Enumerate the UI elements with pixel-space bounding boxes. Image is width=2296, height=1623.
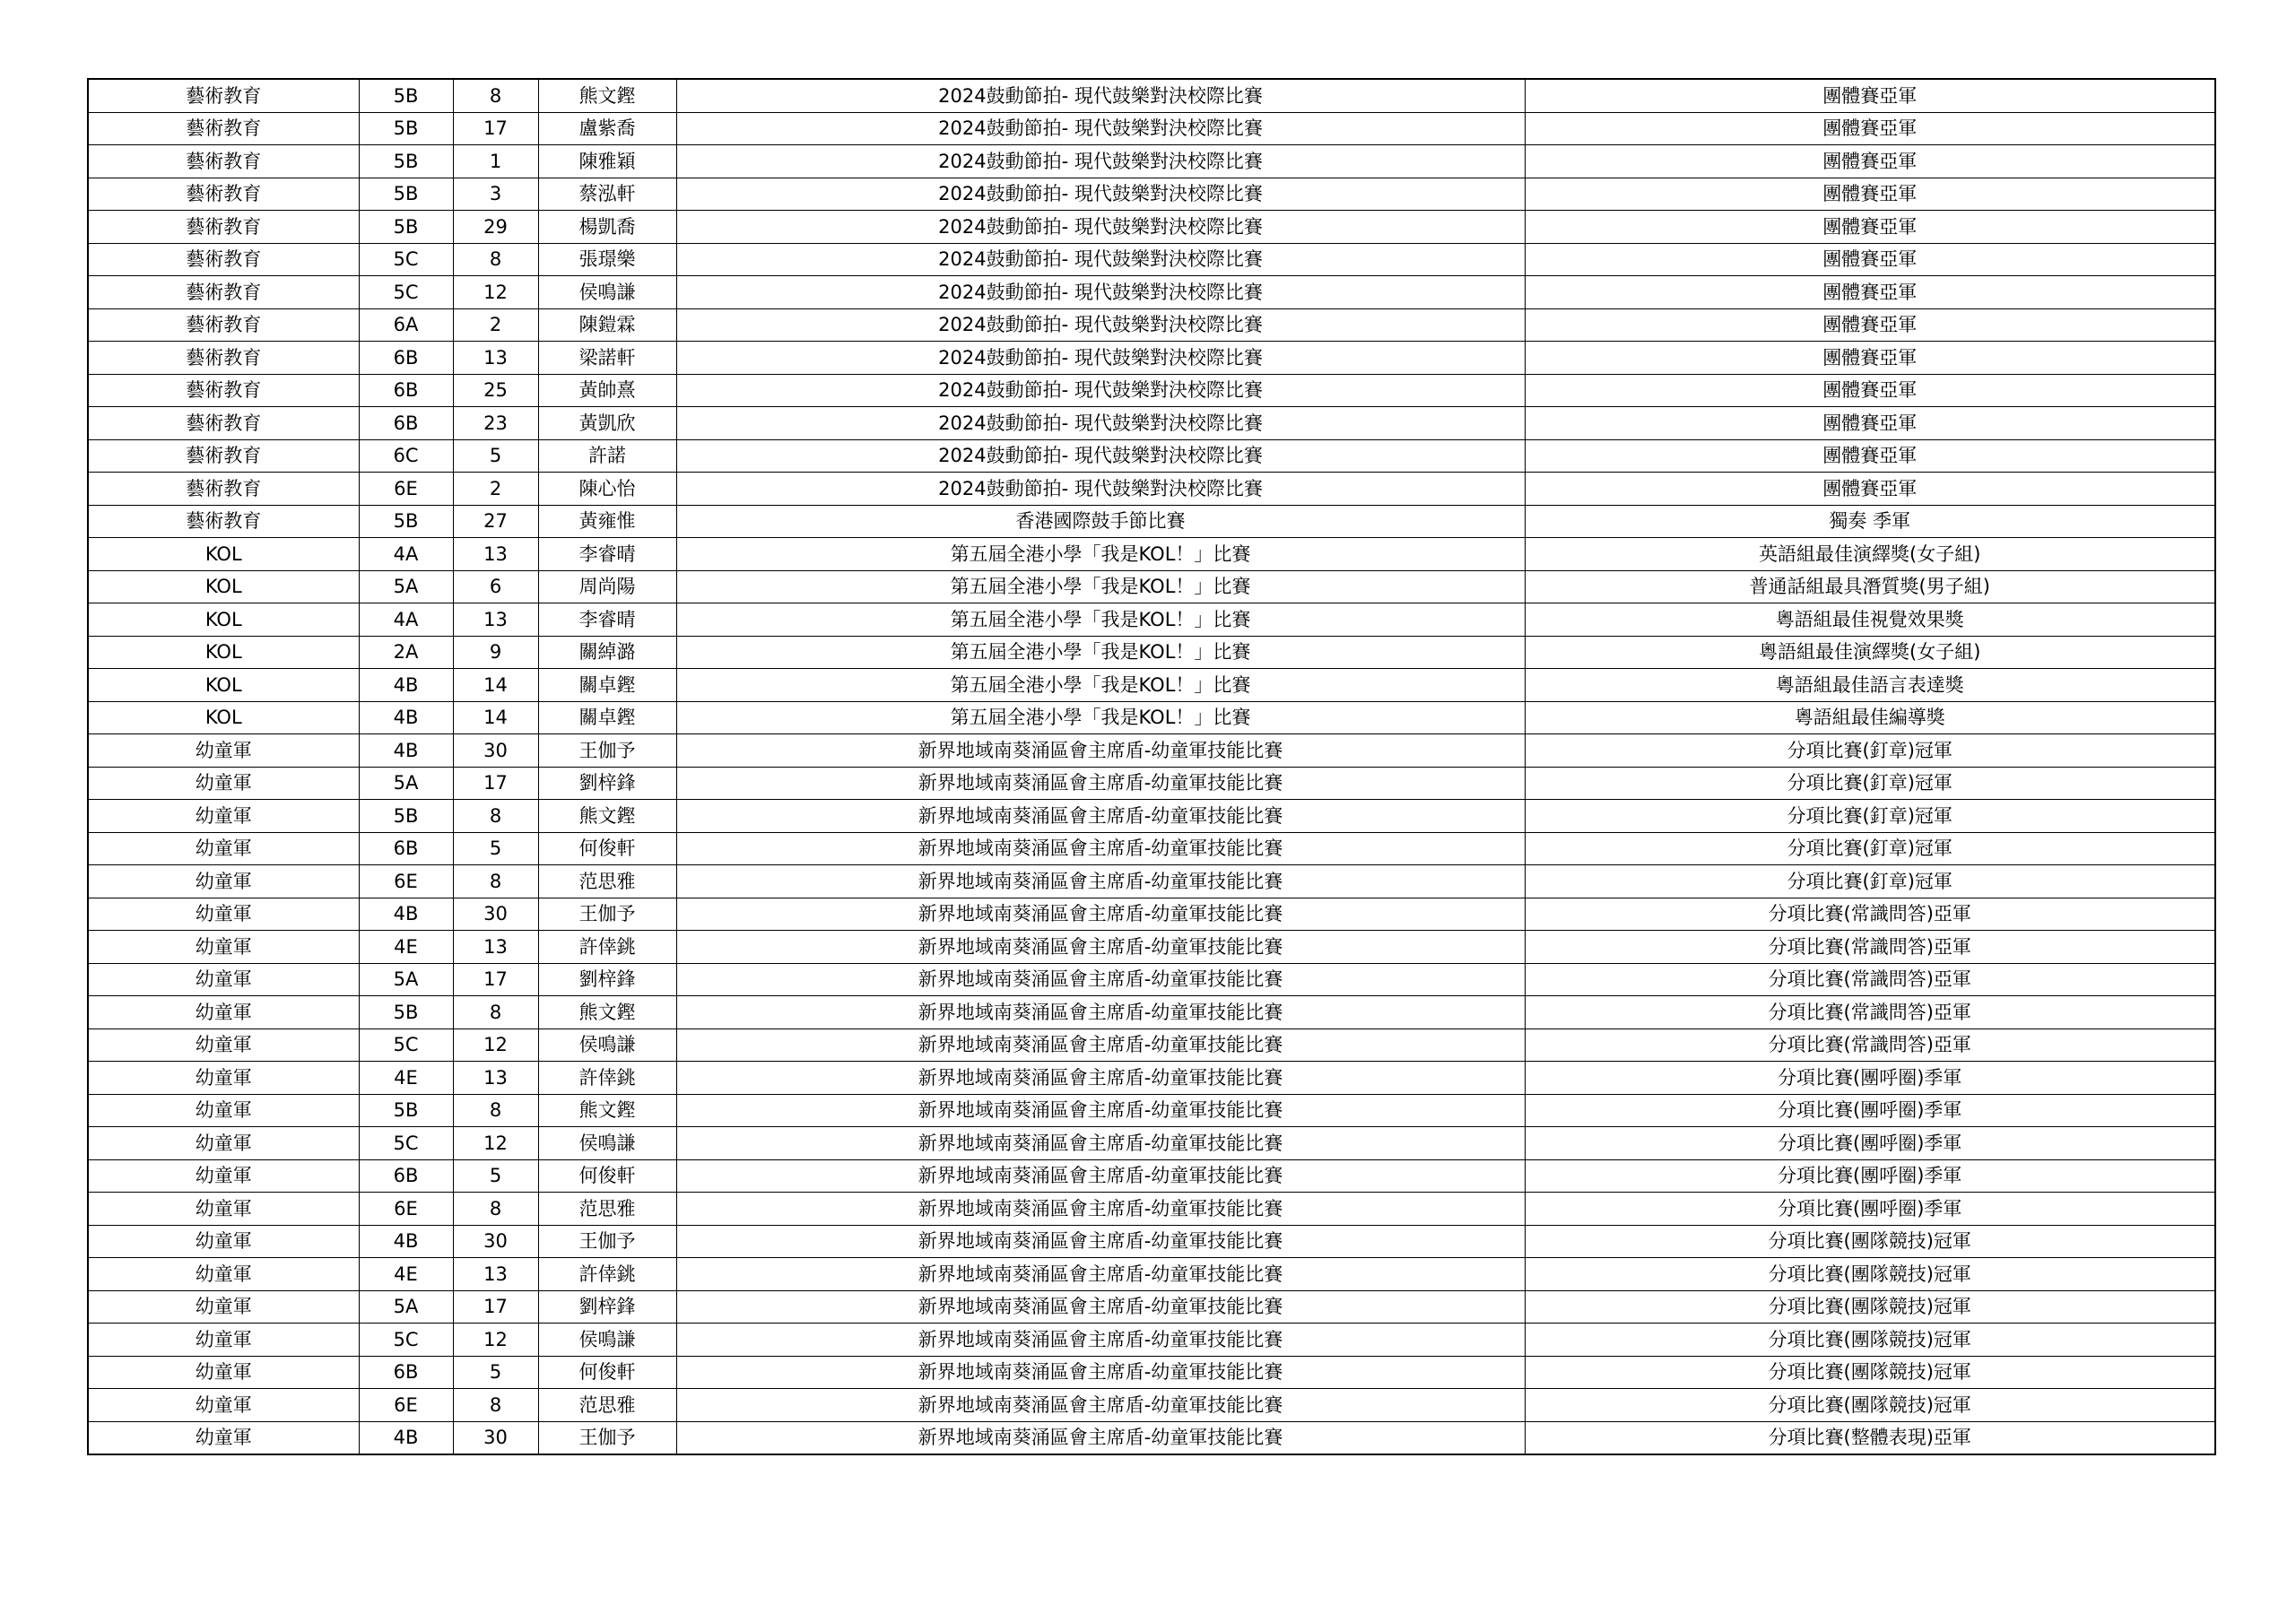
category-cell: 藝術教育 — [88, 407, 359, 440]
student-name-cell: 梁諾軒 — [538, 342, 676, 375]
table-row — [88, 211, 2215, 244]
competition-cell: 新界地域南葵涌區會主席盾-幼童軍技能比賽 — [676, 832, 1525, 865]
award-table — [87, 78, 2216, 1455]
category-cell: 幼童軍 — [88, 898, 359, 931]
class-number-cell: 13 — [453, 1258, 538, 1291]
award-cell: 粵語組最佳編導獎 — [1525, 701, 2215, 734]
student-name-cell: 侯鳴謙 — [538, 1324, 676, 1357]
class-cell: 5A — [359, 1290, 453, 1324]
award-cell: 分項比賽(團呼圈)季軍 — [1525, 1062, 2215, 1095]
category-cell: 幼童軍 — [88, 865, 359, 898]
category-cell: 藝術教育 — [88, 473, 359, 506]
award-cell: 粵語組最佳演繹獎(女子組) — [1525, 636, 2215, 669]
student-name-cell: 張璟樂 — [538, 243, 676, 276]
class-cell: 2A — [359, 636, 453, 669]
class-number-cell: 12 — [453, 276, 538, 309]
award-cell: 團體賽亞軍 — [1525, 112, 2215, 145]
class-number-cell: 14 — [453, 669, 538, 702]
table-row — [88, 865, 2215, 898]
class-cell: 4A — [359, 538, 453, 571]
class-cell: 4E — [359, 1062, 453, 1095]
table-row — [88, 407, 2215, 440]
competition-cell: 2024鼓動節拍- 現代鼓樂對決校際比賽 — [676, 473, 1525, 506]
class-number-cell: 17 — [453, 1290, 538, 1324]
class-number-cell: 8 — [453, 1094, 538, 1127]
class-cell: 4B — [359, 1225, 453, 1258]
table-row — [88, 538, 2215, 571]
student-name-cell: 許倖銚 — [538, 1062, 676, 1095]
category-cell: KOL — [88, 603, 359, 637]
competition-cell: 新界地域南葵涌區會主席盾-幼童軍技能比賽 — [676, 963, 1525, 996]
table-row — [88, 1159, 2215, 1193]
competition-cell: 新界地域南葵涌區會主席盾-幼童軍技能比賽 — [676, 865, 1525, 898]
class-number-cell: 2 — [453, 473, 538, 506]
class-cell: 5C — [359, 1028, 453, 1062]
category-cell: 幼童軍 — [88, 767, 359, 800]
category-cell: 幼童軍 — [88, 734, 359, 768]
class-cell: 6B — [359, 342, 453, 375]
table-row — [88, 996, 2215, 1029]
category-cell: KOL — [88, 538, 359, 571]
class-number-cell: 3 — [453, 178, 538, 211]
award-cell: 團體賽亞軍 — [1525, 145, 2215, 178]
student-name-cell: 王伽予 — [538, 1225, 676, 1258]
class-number-cell: 8 — [453, 1193, 538, 1226]
class-number-cell: 25 — [453, 374, 538, 407]
category-cell: 幼童軍 — [88, 1159, 359, 1193]
category-cell: 幼童軍 — [88, 1356, 359, 1389]
category-cell: 藝術教育 — [88, 145, 359, 178]
student-name-cell: 何俊軒 — [538, 1159, 676, 1193]
award-cell: 英語組最佳演繹獎(女子組) — [1525, 538, 2215, 571]
student-name-cell: 熊文鏗 — [538, 79, 676, 112]
class-cell: 6B — [359, 407, 453, 440]
competition-cell: 2024鼓動節拍- 現代鼓樂對決校際比賽 — [676, 211, 1525, 244]
award-cell: 分項比賽(團呼圈)季軍 — [1525, 1159, 2215, 1193]
category-cell: 幼童軍 — [88, 963, 359, 996]
award-cell: 分項比賽(常識問答)亞軍 — [1525, 898, 2215, 931]
award-cell: 團體賽亞軍 — [1525, 308, 2215, 342]
competition-cell: 2024鼓動節拍- 現代鼓樂對決校際比賽 — [676, 243, 1525, 276]
student-name-cell: 許諾 — [538, 439, 676, 473]
award-cell: 分項比賽(釘章)冠軍 — [1525, 800, 2215, 833]
table-row — [88, 308, 2215, 342]
student-name-cell: 黃帥熹 — [538, 374, 676, 407]
class-number-cell: 5 — [453, 1159, 538, 1193]
award-cell: 普通話組最具潛質獎(男子組) — [1525, 570, 2215, 603]
student-name-cell: 劉梓鋒 — [538, 963, 676, 996]
table-row — [88, 505, 2215, 538]
class-number-cell: 13 — [453, 1062, 538, 1095]
student-name-cell: 盧紫喬 — [538, 112, 676, 145]
table-row — [88, 374, 2215, 407]
student-name-cell: 關卓鏗 — [538, 669, 676, 702]
table-row — [88, 243, 2215, 276]
award-cell: 分項比賽(常識問答)亞軍 — [1525, 1028, 2215, 1062]
competition-cell: 第五屆全港小學「我是KOL！」比賽 — [676, 603, 1525, 637]
table-row — [88, 1193, 2215, 1226]
competition-cell: 第五屆全港小學「我是KOL！」比賽 — [676, 538, 1525, 571]
student-name-cell: 侯鳴謙 — [538, 1028, 676, 1062]
category-cell: 幼童軍 — [88, 1094, 359, 1127]
competition-cell: 第五屆全港小學「我是KOL！」比賽 — [676, 636, 1525, 669]
competition-cell: 新界地域南葵涌區會主席盾-幼童軍技能比賽 — [676, 1028, 1525, 1062]
category-cell: 幼童軍 — [88, 1062, 359, 1095]
student-name-cell: 陳心怡 — [538, 473, 676, 506]
category-cell: 藝術教育 — [88, 243, 359, 276]
award-cell: 團體賽亞軍 — [1525, 473, 2215, 506]
award-cell: 分項比賽(團隊競技)冠軍 — [1525, 1258, 2215, 1291]
student-name-cell: 許倖銚 — [538, 931, 676, 964]
student-name-cell: 李睿晴 — [538, 603, 676, 637]
table-row — [88, 1324, 2215, 1357]
table-row — [88, 473, 2215, 506]
table-row — [88, 342, 2215, 375]
table-row — [88, 603, 2215, 637]
class-cell: 5C — [359, 1324, 453, 1357]
category-cell: KOL — [88, 570, 359, 603]
table-row — [88, 931, 2215, 964]
class-cell: 4B — [359, 669, 453, 702]
class-cell: 6E — [359, 1389, 453, 1422]
class-cell: 5A — [359, 767, 453, 800]
student-name-cell: 陳鎧霖 — [538, 308, 676, 342]
class-number-cell: 5 — [453, 832, 538, 865]
table-row — [88, 145, 2215, 178]
class-number-cell: 9 — [453, 636, 538, 669]
award-cell: 分項比賽(團隊競技)冠軍 — [1525, 1356, 2215, 1389]
student-name-cell: 劉梓鋒 — [538, 1290, 676, 1324]
table-row — [88, 1389, 2215, 1422]
award-cell: 分項比賽(釘章)冠軍 — [1525, 832, 2215, 865]
competition-cell: 第五屆全港小學「我是KOL！」比賽 — [676, 669, 1525, 702]
class-cell: 5B — [359, 505, 453, 538]
competition-cell: 新界地域南葵涌區會主席盾-幼童軍技能比賽 — [676, 734, 1525, 768]
award-cell: 分項比賽(常識問答)亞軍 — [1525, 963, 2215, 996]
award-cell: 團體賽亞軍 — [1525, 439, 2215, 473]
award-cell: 分項比賽(團隊競技)冠軍 — [1525, 1324, 2215, 1357]
competition-cell: 新界地域南葵涌區會主席盾-幼童軍技能比賽 — [676, 1193, 1525, 1226]
competition-cell: 新界地域南葵涌區會主席盾-幼童軍技能比賽 — [676, 898, 1525, 931]
class-number-cell: 8 — [453, 79, 538, 112]
table-row — [88, 276, 2215, 309]
competition-cell: 2024鼓動節拍- 現代鼓樂對決校際比賽 — [676, 342, 1525, 375]
competition-cell: 新界地域南葵涌區會主席盾-幼童軍技能比賽 — [676, 800, 1525, 833]
class-cell: 6B — [359, 1159, 453, 1193]
award-cell: 團體賽亞軍 — [1525, 276, 2215, 309]
competition-cell: 2024鼓動節拍- 現代鼓樂對決校際比賽 — [676, 178, 1525, 211]
category-cell: 藝術教育 — [88, 374, 359, 407]
competition-cell: 新界地域南葵涌區會主席盾-幼童軍技能比賽 — [676, 1324, 1525, 1357]
competition-cell: 第五屆全港小學「我是KOL！」比賽 — [676, 701, 1525, 734]
category-cell: 幼童軍 — [88, 1389, 359, 1422]
class-number-cell: 23 — [453, 407, 538, 440]
student-name-cell: 劉梓鋒 — [538, 767, 676, 800]
table-row — [88, 800, 2215, 833]
table-row — [88, 898, 2215, 931]
class-cell: 6B — [359, 832, 453, 865]
table-row — [88, 963, 2215, 996]
student-name-cell: 范思雅 — [538, 1389, 676, 1422]
award-cell: 分項比賽(團隊競技)冠軍 — [1525, 1389, 2215, 1422]
class-cell: 5B — [359, 79, 453, 112]
competition-cell: 新界地域南葵涌區會主席盾-幼童軍技能比賽 — [676, 1258, 1525, 1291]
class-number-cell: 30 — [453, 898, 538, 931]
class-number-cell: 8 — [453, 865, 538, 898]
student-name-cell: 黃雍惟 — [538, 505, 676, 538]
award-cell: 分項比賽(常識問答)亞軍 — [1525, 996, 2215, 1029]
student-name-cell: 熊文鏗 — [538, 800, 676, 833]
class-number-cell: 8 — [453, 1389, 538, 1422]
class-cell: 4B — [359, 701, 453, 734]
category-cell: 幼童軍 — [88, 1290, 359, 1324]
award-cell: 團體賽亞軍 — [1525, 178, 2215, 211]
class-cell: 5B — [359, 211, 453, 244]
table-row — [88, 636, 2215, 669]
class-cell: 6B — [359, 1356, 453, 1389]
class-number-cell: 13 — [453, 342, 538, 375]
class-cell: 5C — [359, 243, 453, 276]
student-name-cell: 何俊軒 — [538, 832, 676, 865]
class-cell: 4E — [359, 931, 453, 964]
table-row — [88, 734, 2215, 768]
competition-cell: 2024鼓動節拍- 現代鼓樂對決校際比賽 — [676, 308, 1525, 342]
category-cell: 幼童軍 — [88, 1258, 359, 1291]
class-number-cell: 17 — [453, 767, 538, 800]
class-cell: 6E — [359, 473, 453, 506]
category-cell: 幼童軍 — [88, 1193, 359, 1226]
competition-cell: 新界地域南葵涌區會主席盾-幼童軍技能比賽 — [676, 1356, 1525, 1389]
category-cell: KOL — [88, 636, 359, 669]
class-cell: 5B — [359, 178, 453, 211]
class-number-cell: 13 — [453, 538, 538, 571]
student-name-cell: 侯鳴謙 — [538, 1127, 676, 1160]
category-cell: KOL — [88, 669, 359, 702]
class-number-cell: 1 — [453, 145, 538, 178]
class-cell: 5B — [359, 800, 453, 833]
category-cell: 幼童軍 — [88, 832, 359, 865]
category-cell: 藝術教育 — [88, 439, 359, 473]
award-cell: 團體賽亞軍 — [1525, 374, 2215, 407]
award-cell: 分項比賽(團隊競技)冠軍 — [1525, 1290, 2215, 1324]
student-name-cell: 侯鳴謙 — [538, 276, 676, 309]
category-cell: 藝術教育 — [88, 178, 359, 211]
table-row — [88, 178, 2215, 211]
category-cell: 藝術教育 — [88, 308, 359, 342]
class-number-cell: 30 — [453, 1421, 538, 1454]
competition-cell: 新界地域南葵涌區會主席盾-幼童軍技能比賽 — [676, 1127, 1525, 1160]
category-cell: 藝術教育 — [88, 211, 359, 244]
competition-cell: 2024鼓動節拍- 現代鼓樂對決校際比賽 — [676, 374, 1525, 407]
table-row — [88, 1421, 2215, 1454]
award-cell: 分項比賽(釘章)冠軍 — [1525, 767, 2215, 800]
class-cell: 5B — [359, 1094, 453, 1127]
student-name-cell: 范思雅 — [538, 865, 676, 898]
class-cell: 4E — [359, 1258, 453, 1291]
class-cell: 6E — [359, 1193, 453, 1226]
category-cell: 藝術教育 — [88, 276, 359, 309]
category-cell: 藝術教育 — [88, 112, 359, 145]
award-table-body — [88, 79, 2215, 1454]
category-cell: 藝術教育 — [88, 505, 359, 538]
competition-cell: 2024鼓動節拍- 現代鼓樂對決校際比賽 — [676, 112, 1525, 145]
class-number-cell: 13 — [453, 931, 538, 964]
class-cell: 5A — [359, 963, 453, 996]
class-cell: 4B — [359, 898, 453, 931]
student-name-cell: 關卓鏗 — [538, 701, 676, 734]
category-cell: 藝術教育 — [88, 79, 359, 112]
award-cell: 團體賽亞軍 — [1525, 407, 2215, 440]
class-cell: 5B — [359, 145, 453, 178]
table-row — [88, 832, 2215, 865]
class-number-cell: 8 — [453, 243, 538, 276]
competition-cell: 新界地域南葵涌區會主席盾-幼童軍技能比賽 — [676, 1159, 1525, 1193]
student-name-cell: 王伽予 — [538, 734, 676, 768]
class-number-cell: 12 — [453, 1028, 538, 1062]
table-row — [88, 1028, 2215, 1062]
class-cell: 6A — [359, 308, 453, 342]
table-row — [88, 1356, 2215, 1389]
class-number-cell: 17 — [453, 963, 538, 996]
table-row — [88, 1094, 2215, 1127]
table-row — [88, 767, 2215, 800]
award-cell: 粵語組最佳視覺效果獎 — [1525, 603, 2215, 637]
class-cell: 4B — [359, 734, 453, 768]
class-cell: 6B — [359, 374, 453, 407]
table-row — [88, 701, 2215, 734]
class-cell: 5A — [359, 570, 453, 603]
class-number-cell: 5 — [453, 439, 538, 473]
class-number-cell: 12 — [453, 1324, 538, 1357]
competition-cell: 2024鼓動節拍- 現代鼓樂對決校際比賽 — [676, 276, 1525, 309]
award-cell: 分項比賽(團呼圈)季軍 — [1525, 1127, 2215, 1160]
table-row — [88, 1062, 2215, 1095]
student-name-cell: 李睿晴 — [538, 538, 676, 571]
competition-cell: 新界地域南葵涌區會主席盾-幼童軍技能比賽 — [676, 1062, 1525, 1095]
student-name-cell: 王伽予 — [538, 898, 676, 931]
student-name-cell: 關綽潞 — [538, 636, 676, 669]
table-row — [88, 1290, 2215, 1324]
competition-cell: 新界地域南葵涌區會主席盾-幼童軍技能比賽 — [676, 1421, 1525, 1454]
award-cell: 團體賽亞軍 — [1525, 211, 2215, 244]
award-cell: 分項比賽(釘章)冠軍 — [1525, 734, 2215, 768]
category-cell: 幼童軍 — [88, 1028, 359, 1062]
class-number-cell: 5 — [453, 1356, 538, 1389]
competition-cell: 2024鼓動節拍- 現代鼓樂對決校際比賽 — [676, 145, 1525, 178]
class-cell: 6C — [359, 439, 453, 473]
competition-cell: 新界地域南葵涌區會主席盾-幼童軍技能比賽 — [676, 1225, 1525, 1258]
category-cell: 幼童軍 — [88, 1127, 359, 1160]
class-number-cell: 17 — [453, 112, 538, 145]
class-number-cell: 8 — [453, 800, 538, 833]
category-cell: KOL — [88, 701, 359, 734]
class-number-cell: 8 — [453, 996, 538, 1029]
competition-cell: 2024鼓動節拍- 現代鼓樂對決校際比賽 — [676, 439, 1525, 473]
table-row — [88, 1127, 2215, 1160]
category-cell: 幼童軍 — [88, 996, 359, 1029]
table-row — [88, 439, 2215, 473]
class-number-cell: 27 — [453, 505, 538, 538]
competition-cell: 新界地域南葵涌區會主席盾-幼童軍技能比賽 — [676, 1290, 1525, 1324]
class-number-cell: 6 — [453, 570, 538, 603]
table-row — [88, 79, 2215, 112]
table-row — [88, 1258, 2215, 1291]
competition-cell: 香港國際鼓手節比賽 — [676, 505, 1525, 538]
category-cell: 幼童軍 — [88, 931, 359, 964]
student-name-cell: 黃凱欣 — [538, 407, 676, 440]
competition-cell: 2024鼓動節拍- 現代鼓樂對決校際比賽 — [676, 407, 1525, 440]
category-cell: 幼童軍 — [88, 800, 359, 833]
class-number-cell: 29 — [453, 211, 538, 244]
class-cell: 6E — [359, 865, 453, 898]
student-name-cell: 陳雅穎 — [538, 145, 676, 178]
class-number-cell: 12 — [453, 1127, 538, 1160]
table-row — [88, 112, 2215, 145]
class-cell: 5C — [359, 276, 453, 309]
table-row — [88, 570, 2215, 603]
award-cell: 團體賽亞軍 — [1525, 243, 2215, 276]
class-cell: 4B — [359, 1421, 453, 1454]
table-row — [88, 669, 2215, 702]
class-cell: 5C — [359, 1127, 453, 1160]
award-cell: 團體賽亞軍 — [1525, 342, 2215, 375]
competition-cell: 新界地域南葵涌區會主席盾-幼童軍技能比賽 — [676, 931, 1525, 964]
class-cell: 4A — [359, 603, 453, 637]
class-number-cell: 30 — [453, 1225, 538, 1258]
student-name-cell: 熊文鏗 — [538, 996, 676, 1029]
award-cell: 分項比賽(整體表現)亞軍 — [1525, 1421, 2215, 1454]
competition-cell: 新界地域南葵涌區會主席盾-幼童軍技能比賽 — [676, 767, 1525, 800]
class-cell: 5B — [359, 112, 453, 145]
student-name-cell: 范思雅 — [538, 1193, 676, 1226]
table-row — [88, 1225, 2215, 1258]
student-name-cell: 王伽予 — [538, 1421, 676, 1454]
award-cell: 分項比賽(釘章)冠軍 — [1525, 865, 2215, 898]
class-number-cell: 2 — [453, 308, 538, 342]
award-cell: 分項比賽(團呼圈)季軍 — [1525, 1193, 2215, 1226]
student-name-cell: 熊文鏗 — [538, 1094, 676, 1127]
competition-cell: 第五屆全港小學「我是KOL！」比賽 — [676, 570, 1525, 603]
category-cell: 幼童軍 — [88, 1421, 359, 1454]
award-cell: 分項比賽(團隊競技)冠軍 — [1525, 1225, 2215, 1258]
competition-cell: 新界地域南葵涌區會主席盾-幼童軍技能比賽 — [676, 996, 1525, 1029]
category-cell: 藝術教育 — [88, 342, 359, 375]
student-name-cell: 楊凱喬 — [538, 211, 676, 244]
student-name-cell: 許倖銚 — [538, 1258, 676, 1291]
competition-cell: 新界地域南葵涌區會主席盾-幼童軍技能比賽 — [676, 1094, 1525, 1127]
category-cell: 幼童軍 — [88, 1225, 359, 1258]
competition-cell: 2024鼓動節拍- 現代鼓樂對決校際比賽 — [676, 79, 1525, 112]
student-name-cell: 周尚陽 — [538, 570, 676, 603]
class-number-cell: 30 — [453, 734, 538, 768]
student-name-cell: 何俊軒 — [538, 1356, 676, 1389]
award-cell: 分項比賽(常識問答)亞軍 — [1525, 931, 2215, 964]
class-cell: 5B — [359, 996, 453, 1029]
student-name-cell: 蔡泓軒 — [538, 178, 676, 211]
award-cell: 粵語組最佳語言表達獎 — [1525, 669, 2215, 702]
category-cell: 幼童軍 — [88, 1324, 359, 1357]
class-number-cell: 14 — [453, 701, 538, 734]
competition-cell: 新界地域南葵涌區會主席盾-幼童軍技能比賽 — [676, 1389, 1525, 1422]
class-number-cell: 13 — [453, 603, 538, 637]
award-cell: 分項比賽(團呼圈)季軍 — [1525, 1094, 2215, 1127]
award-cell: 獨奏 季軍 — [1525, 505, 2215, 538]
award-cell: 團體賽亞軍 — [1525, 79, 2215, 112]
